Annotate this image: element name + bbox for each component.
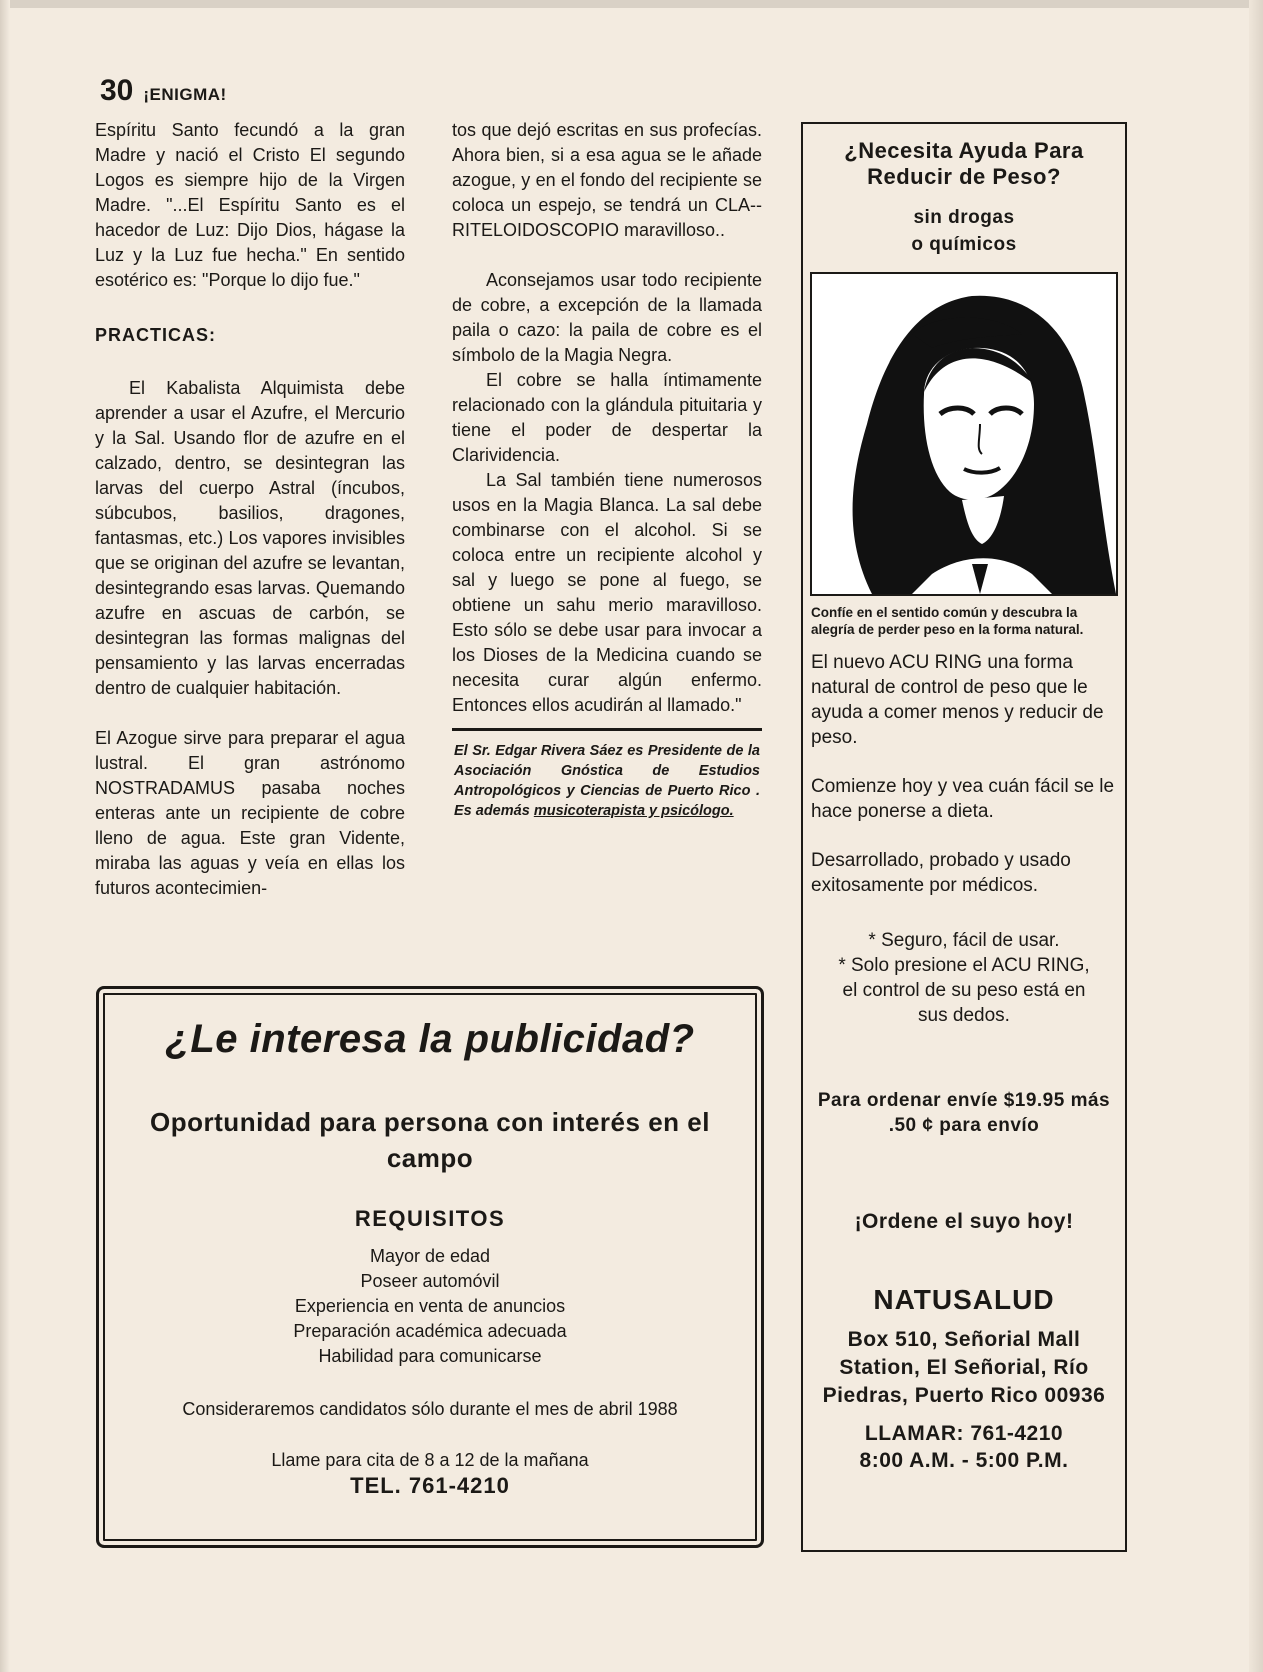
bio-divider xyxy=(452,728,762,731)
requirement-item: Poseer automóvil xyxy=(360,1271,500,1291)
phone-number: LLAMAR: 761-4210 xyxy=(864,1422,1064,1445)
side-ad-paragraph-3: Desarrollado, probado y usado exitosamente por médicos. xyxy=(811,850,1071,896)
author-bio-main: El Sr. Edgar Rivera Sáez es Presidente de la Asociación Gnóstica de Estudios Antropológicos y Ciencias de Puerto Rico . Es además xyxy=(454,743,760,819)
woman-portrait-image xyxy=(810,272,1118,596)
mailing-address: Box 510, Señorial Mall Station, El Señorial, Río Piedras, Puerto Rico 00936 xyxy=(822,1328,1106,1407)
side-ad-subtitle xyxy=(803,204,1125,258)
requirement-item: Habilidad para comunicarse xyxy=(318,1346,542,1366)
order-call-to-action: ¡Ordene el suyo hoy! xyxy=(854,1210,1074,1233)
author-bio-underlined: musicoterapista y psicólogo. xyxy=(533,803,734,819)
page-edge-top xyxy=(0,0,1263,8)
photo-caption: Confíe en el sentido común y descubra la alegría de perder peso en la forma natural. xyxy=(811,605,1084,637)
page-number: 30 xyxy=(100,74,134,107)
ad-consider-text: Consideraremos candidatos sólo durante el mes de abril 1988 xyxy=(182,1399,678,1419)
col2-paragraph-3: El cobre se halla íntimamente relacionado con la glándula pituitaria y tiene el poder de despertar la Clarividencia. xyxy=(452,370,762,465)
side-ad-subtitle-line-1: sin drogas xyxy=(913,207,1015,228)
order-instructions: Para ordenar envíe $19.95 más .50 ¢ para envío xyxy=(817,1090,1111,1136)
col2-paragraph-2: Aconsejamos usar todo recipiente de cobre, a excepción de la llamada paila o cazo: la paila de cobre es el símbolo de la Magia Negra. xyxy=(452,270,762,365)
side-ad-subtitle-line-2: o químicos xyxy=(911,234,1017,255)
author-bio xyxy=(452,741,762,821)
side-ad-paragraph-2: Comienze hoy y vea cuán fácil se le hace ponerse a dieta. xyxy=(811,776,1115,822)
section-heading: PRACTICAS: xyxy=(95,325,216,345)
col2-paragraph-1: tos que dejó escritas en sus profecías. Ahora bien, si a esa agua se le añade azogue, y en el fondo del recipiente se coloca un espejo, se tendrá un CLA--RITELOIDOSCOPIO maravilloso.. xyxy=(452,120,762,240)
ad-telephone: TEL. 761-4210 xyxy=(350,1473,510,1498)
bullet-item: * Seguro, fácil de usar. xyxy=(868,930,1060,951)
side-ad-title: ¿Necesita Ayuda Para Reducir de Peso? xyxy=(844,138,1084,189)
portrait-illustration xyxy=(812,274,1116,594)
ad-requirements-list xyxy=(99,1244,761,1369)
page-header xyxy=(100,74,227,108)
magazine-title: ¡ENIGMA! xyxy=(143,85,227,104)
bullet-item: * Solo presione el ACU RING, el control de su peso está en sus dedos. xyxy=(838,955,1090,1026)
col1-paragraph-2: El Kabalista Alquimista debe aprender a usar el Azufre, el Mercurio y la Sal. Usando flor de azufre en el calzado, dentro, se desintegran las larvas del cuerpo Astral (íncubos, súbcubos, basilios, dragones, fantasmas, etc.) Los vapores invisibles que se originan del azufre se levantan, desintegrando esas larvas. Quemando azufre en ascuas de carbón, se desintegran las formas malignas del pensamiento y las larvas encerradas dentro de cualquier habitación. xyxy=(95,378,405,698)
requirement-item: Mayor de edad xyxy=(369,1246,491,1266)
business-hours: 8:00 A.M. - 5:00 P.M. xyxy=(859,1449,1069,1472)
side-ad-paragraph-1: El nuevo ACU RING una forma natural de control de peso que le ayuda a comer menos y reducir de peso. xyxy=(811,652,1104,748)
article-column-2 xyxy=(452,118,762,821)
brand-name: NATUSALUD xyxy=(873,1284,1055,1315)
requirement-item: Preparación académica adecuada xyxy=(293,1321,567,1341)
contact-info xyxy=(803,1420,1125,1474)
ad-subtitle: Oportunidad para persona con interés en el campo xyxy=(150,1107,710,1173)
page-edge-right xyxy=(1249,0,1263,1672)
col1-paragraph-1: Espíritu Santo fecundó a la gran Madre y nació el Cristo El segundo Logos es siempre hijo de la Virgen Madre. "...El Espíritu Santo es el hacedor de Luz: Dijo Dios, hágase la Luz y la Luz fue hecha." En sentido esotérico es: "Porque lo dijo fue." xyxy=(95,120,405,290)
requirement-item: Experiencia en venta de anuncios xyxy=(294,1296,566,1316)
col2-paragraph-4: La Sal también tiene numerosos usos en la Magia Blanca. La sal debe combinarse con el alcohol. Si se coloca entre un recipiente alcohol y sal y luego se pone al fuego, se obtiene un sahu merio maravilloso. Esto sólo se debe usar para invocar a los Dioses de la Medicina cuando se necesita curar algún enfermo. Entonces ellos acudirán al llamado." xyxy=(452,470,762,715)
weight-loss-ad xyxy=(801,122,1127,1552)
ad-headline: ¿Le interesa la publicidad? xyxy=(165,1017,695,1061)
advertising-ad xyxy=(96,986,764,1548)
col1-paragraph-3: El Azogue sirve para preparar el agua lustral. El gran astrónomo NOSTRADAMUS pasaba noches enteras ante un recipiente de cobre lleno de agua. Este gran Vidente, miraba las aguas y veía en ellas los futuros acontecimien- xyxy=(95,728,405,898)
page-edge-left xyxy=(0,0,10,1672)
article-column-1 xyxy=(95,118,405,901)
ad-call-text: Llame para cita de 8 a 12 de la mañana xyxy=(271,1450,589,1470)
ad-requirements-title: REQUISITOS xyxy=(354,1206,506,1231)
side-ad-bullets xyxy=(803,928,1125,1028)
